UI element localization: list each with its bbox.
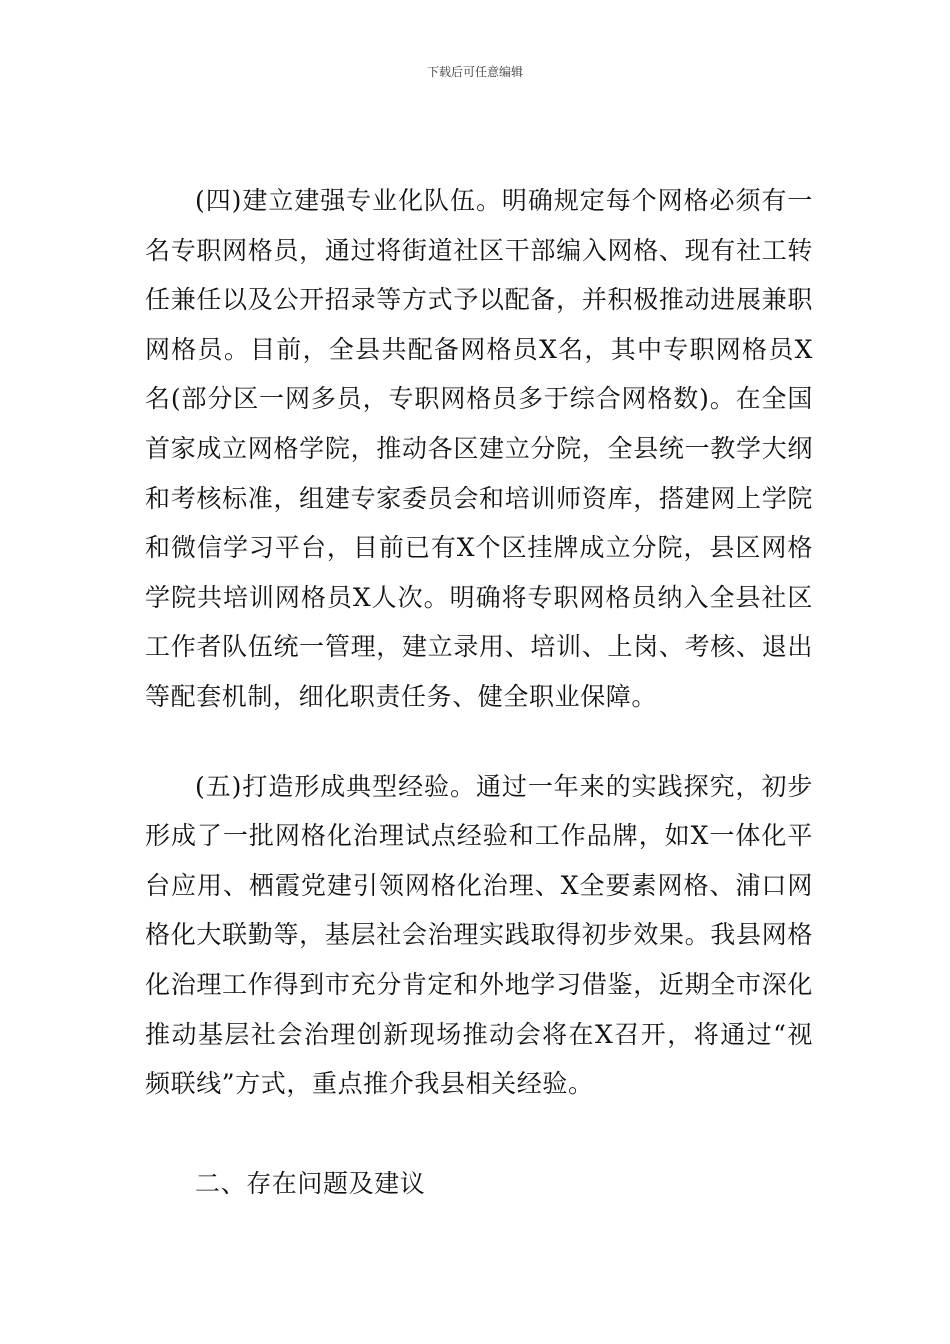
page-header-note: 下载后可任意编辑 bbox=[426, 65, 523, 79]
paragraph-typical-experience: (五)打造形成典型经验。通过一年来的实践探究，初步形成了一批网格化治理试点经验和工作品牌，如X一体化平台应用、栖霞党建引领网格化治理、X全要素网格、浦口网格化大联勤等，基层社会治理实践取得初步效果。我县网格化治理工作得到市充分肯定和外地学习借鉴，近期全市深化推动基层社会治理创新现场推动会将在X召开，将通过“视频联线”方式，重点推介我县相关经验。 bbox=[145, 771, 813, 1099]
section-heading-problems: 二、存在问题及建议 bbox=[195, 1168, 426, 1198]
paragraph-team-building: (四)建立建强专业化队伍。明确规定每个网格必须有一名专职网格员，通过将街道社区干部编入网格、现有社工转任兼任以及公开招录等方式予以配备，并积极推动进展兼职网格员。目前，全县共配备网格员X名，其中专职网格员X名(部分区一网多员，专职网格员多于综合网格数)。在全国首家成立网格学院，推动各区建立分院，全县统一教学大纲和考核标准，组建专家委员会和培训师资库，搭建网上学院和微信学习平台，目前已有X个区挂牌成立分院，县区网格学院共培训网格员X人次。明确将专职网格员纳入全县社区工作者队伍统一管理，建立录用、培训、上岗、考核、退出等配套机制，细化职责任务、健全职业保障。 bbox=[145, 186, 813, 711]
document-body bbox=[145, 176, 813, 1208]
